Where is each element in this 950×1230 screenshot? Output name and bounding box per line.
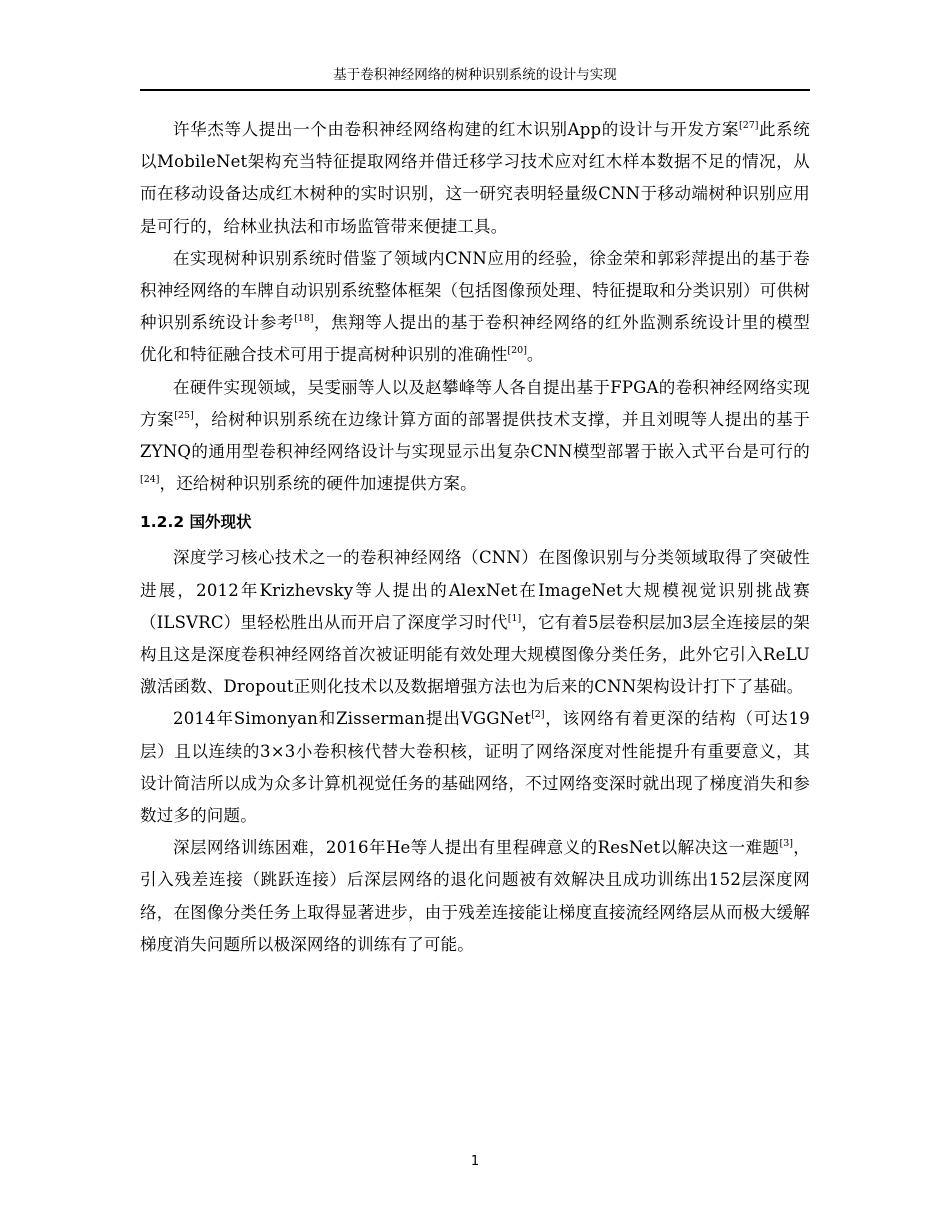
paragraph-text: ，给树种识别系统在边缘计算方面的部署提供技术支撑，并且刘晛等人提出的基于ZYNQ的通用型卷积神经网络设计与实现显示出复杂CNN模型部署于嵌入式平台是可行的: [140, 409, 811, 462]
paragraph-vggnet: [140, 703, 810, 832]
section-heading: 1.2.2 国外现状: [140, 513, 252, 532]
body-content: [140, 114, 810, 961]
paragraph-cnn-experience: [140, 243, 810, 372]
page-number: 1: [470, 1154, 480, 1169]
paragraph-text: 在实现树种识别系统时借鉴了领域内CNN应用的经验，徐金荣和郭彩萍提出的基于卷积神经网络的车牌自动识别系统整体框架（包括图像预处理、特征提取和分类识别）可供树种识别系统设计参考: [140, 248, 810, 333]
citation-ref: [1]: [507, 612, 522, 624]
paragraph-alexnet: [140, 542, 810, 703]
paragraph-text: ，引入残差连接（跳跃连接）后深层网络的退化问题被有效解决且成功训练出152层深度网络，在图像分类任务上取得显著进步，由于残差连接能让梯度直接流经网络层从而极大缓解梯度消失问题所以极深网络的训练有了可能。: [140, 838, 811, 954]
paragraph-hongmu-app: [140, 114, 810, 243]
running-header: 基于卷积神经网络的树种识别系统的设计与实现: [333, 67, 617, 83]
paragraph-text: 此系统以MobileNet架构充当特征提取网络并借迁移学习技术应对红木样本数据不足的情况，从而在移动设备达成红木树种的实时识别，这一研究表明轻量级CNN于移动端树种识别应用是可行的，给林业执法和市场监管带来便捷工具。: [140, 120, 810, 236]
paragraph-text: 2014年Simonyan和Zisserman提出VGGNet: [173, 709, 532, 729]
paragraph-text: ，该网络有着更深的结构（可达19层）且以连续的3×3小卷积核代替大卷积核，证明了网络深度对性能提升有重要意义，其设计简洁所以成为众多计算机视觉任务的基础网络，不过网络变深时就出现了梯度消失和参数过多的问题。: [140, 709, 810, 826]
paragraph-text: ，焦翔等人提出的基于卷积神经网络的红外监测系统设计里的模型优化和特征融合技术可用于提高树种识别的准确性: [140, 313, 810, 365]
paragraph-resnet: [140, 832, 810, 961]
paragraph-text: ，还给树种识别系统的硬件加速提供方案。: [159, 474, 477, 494]
header-rule: [140, 89, 810, 91]
paragraph-text: 在硬件实现领域，吴雯丽等人以及赵攀峰等人各自提出基于FPGA的卷积神经网络实现方案: [140, 377, 810, 429]
paragraph-text: ，它有着5层卷积层加3层全连接层的架构且这是深度卷积神经网络首次被证明能有效处理大规模图像分类任务，此外它引入ReLU激活函数、Dropout正则化技术以及数据增强方法也为后来的CNN架构设计打下了基础。: [140, 612, 810, 697]
paragraph-text: 。: [526, 345, 544, 365]
paragraph-hardware: [140, 372, 810, 501]
paragraph-text: 许华杰等人提出一个由卷积神经网络构建的红木识别App的设计与开发方案: [173, 120, 739, 139]
citation-ref: [18]: [294, 313, 314, 325]
citation-ref: [3]: [779, 838, 794, 850]
citation-ref: [20]: [507, 345, 527, 357]
citation-ref: [24]: [140, 474, 160, 486]
citation-ref: [2]: [531, 709, 545, 721]
citation-ref: [25]: [174, 409, 194, 421]
paragraph-text: 深度学习核心技术之一的卷积神经网络（CNN）在图像识别与分类领域取得了突破性进展，2012年Krizhevsky等人提出的AlexNet在ImageNet大规模视觉识别挑战赛（ILSVRC）里轻松胜出从而开启了深度学习时代: [140, 548, 810, 632]
citation-ref: [27]: [739, 120, 759, 131]
paragraph-text: 深层网络训练困难，2016年He等人提出有里程碑意义的ResNet以解决这一难题: [173, 838, 780, 858]
